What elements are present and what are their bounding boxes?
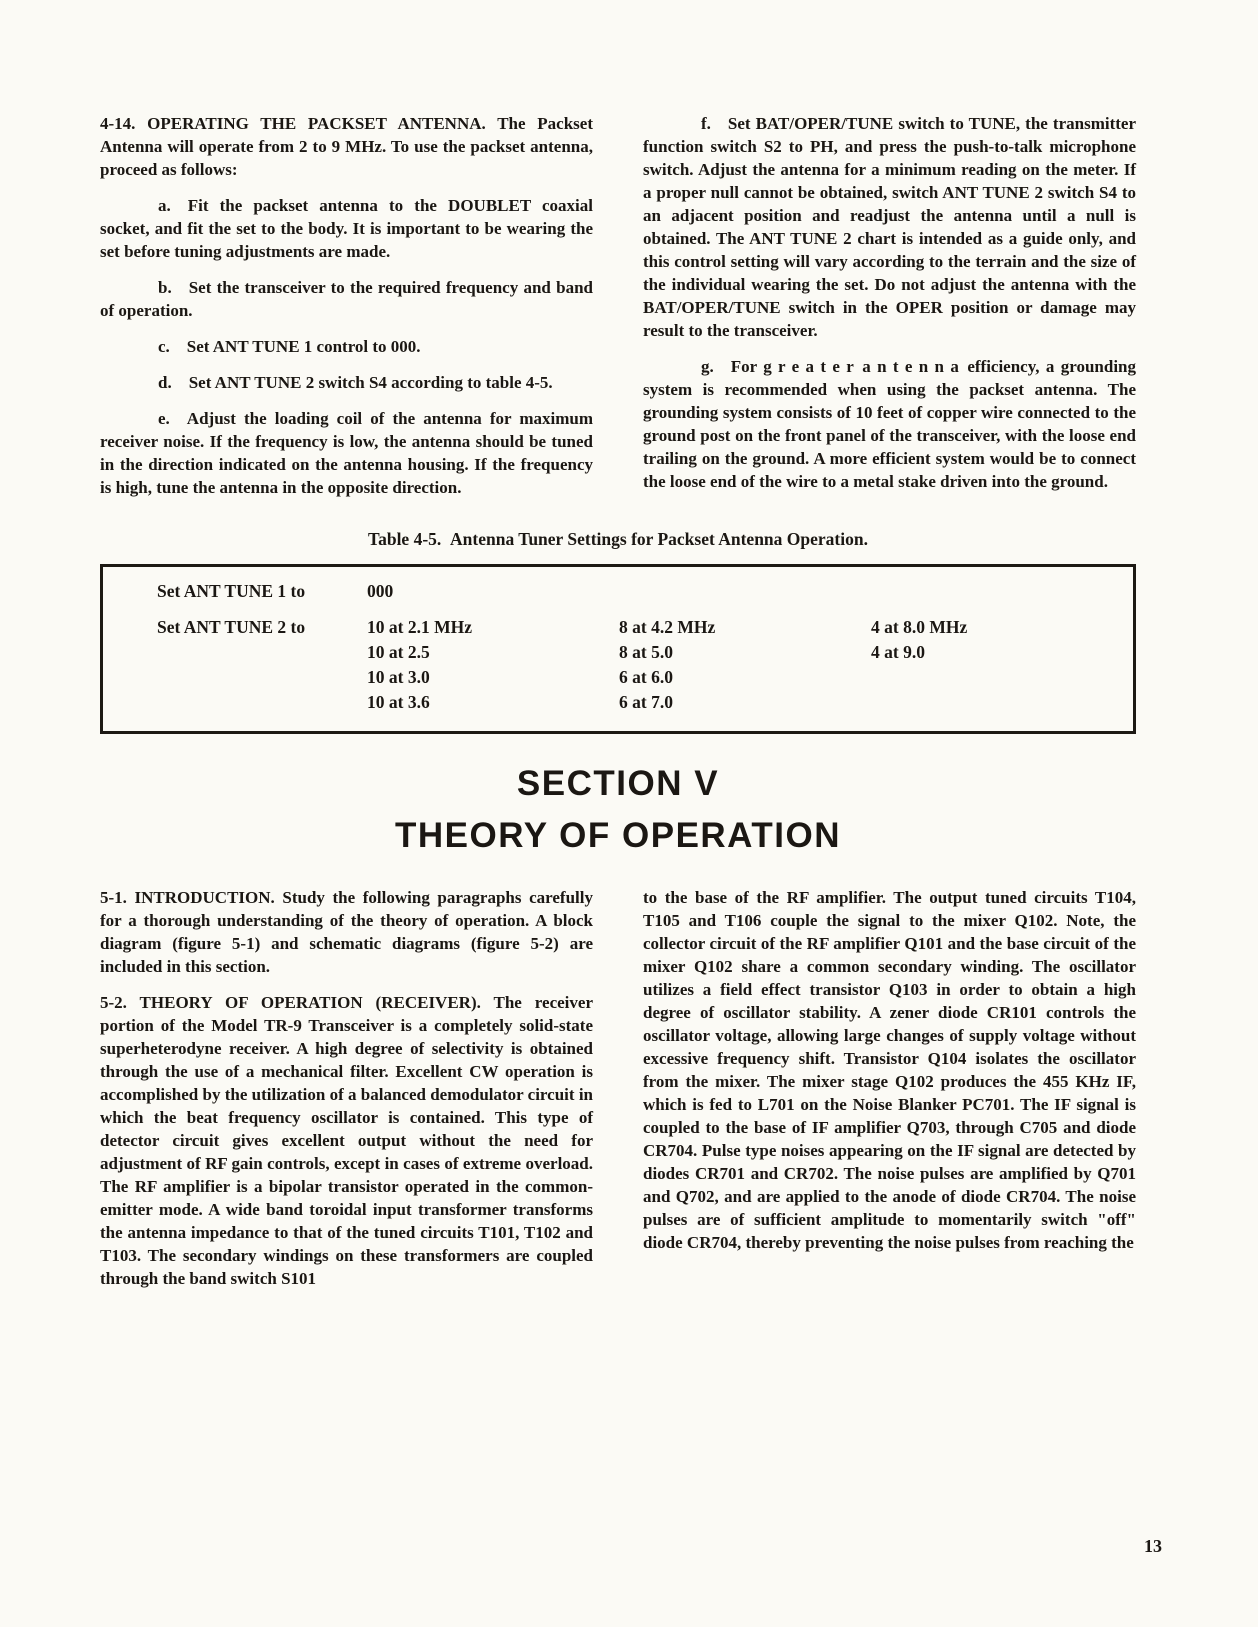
top-right-column bbox=[643, 112, 1136, 499]
table-row-ant-tune-2 bbox=[157, 615, 1115, 715]
paragraph-5-2: 5-2. THEORY OF OPERATION (RECEIVER). The receiver portion of the Model TR-9 Transceiver is a completely solid-state superheterodyne receiver. A high degree of selectivity is obtained through the use of a mechanical filter. Excellent CW operation is accomplished by the utilization of a balanced demodulator circuit in which the beat frequency oscillator is contained. This type of detector circuit gives excellent output without the need for adjustment of RF gain controls, except in cases of extreme overload. The RF amplifier is a bipolar transistor operated in the common-emitter mode. A wide band toroidal input transformer transforms the antenna impedance to that of the tuned circuits T101, T102 and T103. The secondary windings on these transformers are coupled through the band switch S101 bbox=[100, 993, 593, 1288]
list-item-e: e. Adjust the loading coil of the antenna for maximum receiver noise. If the frequency is low, the antenna should be tuned in the direction indicated on the antenna housing. If the frequency is high, tune the antenna in the opposite direction. bbox=[100, 409, 593, 497]
body-left-column bbox=[100, 886, 593, 1290]
table-caption: Table 4-5. Antenna Tuner Settings for Packset Antenna Operation. bbox=[368, 529, 868, 549]
table-column-1 bbox=[367, 615, 619, 715]
table-cell: 6 at 6.0 bbox=[619, 667, 673, 687]
list-item-g: g. For g r e a t e r a n t e n n a efficiency, a grounding system is recommended when using the packset antenna. The grounding system consists of 10 feet of copper wire connected to the ground post on the front panel of the transceiver, with the loose end trailing on the ground. A more efficient system would be to connect the loose end of the wire to a metal stake driven into the ground. bbox=[643, 357, 1136, 491]
list-item-c: c. Set ANT TUNE 1 control to 000. bbox=[158, 337, 421, 356]
table-cell: 10 at 2.1 MHz bbox=[367, 617, 472, 637]
list-item-a: a. Fit the packset antenna to the DOUBLET coaxial socket, and fit the set to the body. It is important to be wearing the set before tuning adjustments are made. bbox=[100, 196, 593, 261]
section-heading-line2: THEORY OF OPERATION bbox=[395, 816, 841, 855]
top-section bbox=[100, 112, 1136, 499]
table-value-columns bbox=[367, 615, 1115, 715]
list-item-f: f. Set BAT/OPER/TUNE switch to TUNE, the transmitter function switch S2 to PH, and press the push-to-talk microphone switch. Adjust the antenna for a minimum reading on the meter. If a proper null cannot be obtained, switch ANT TUNE 2 switch S4 to an adjacent position and readjust the antenna until a null is obtained. The ANT TUNE 2 chart is intended as a guide only, and this control setting will vary according to the terrain and the size of the individual wearing the set. Do not adjust the antenna with the BAT/OPER/TUNE switch in the OPER position or damage may result to the transceiver. bbox=[643, 114, 1136, 340]
table-column-3 bbox=[871, 615, 967, 715]
table-cell: 10 at 3.0 bbox=[367, 667, 430, 687]
list-item-b: b. Set the transceiver to the required frequency and band of operation. bbox=[100, 278, 593, 320]
table-cell: 10 at 3.6 bbox=[367, 692, 430, 712]
body-right-column bbox=[643, 886, 1136, 1290]
table-cell: 10 at 2.5 bbox=[367, 642, 430, 662]
top-left-column bbox=[100, 112, 593, 499]
table-cell: 6 at 7.0 bbox=[619, 692, 673, 712]
table-cell: 8 at 4.2 MHz bbox=[619, 617, 716, 637]
table-row-ant-tune-1 bbox=[157, 579, 1115, 604]
table-row-value: 000 bbox=[367, 581, 394, 601]
paragraph-5-1: 5-1. INTRODUCTION. Study the following paragraphs carefully for a thorough understanding of the theory of operation. A block diagram (figure 5-1) and schematic diagrams (figure 5-2) are included in this section. bbox=[100, 888, 593, 976]
section-heading-line1: SECTION V bbox=[516, 764, 720, 803]
table-row-label: Set ANT TUNE 1 to bbox=[157, 581, 306, 601]
table-row-label: Set ANT TUNE 2 to bbox=[157, 617, 306, 637]
table-cell: 8 at 5.0 bbox=[619, 642, 673, 662]
table-column-2 bbox=[619, 615, 871, 715]
table-cell: 4 at 8.0 MHz bbox=[871, 617, 968, 637]
list-item-d: d. Set ANT TUNE 2 switch S4 according to table 4-5. bbox=[158, 373, 553, 392]
paragraph-4-14: 4-14. OPERATING THE PACKSET ANTENNA. The Packset Antenna will operate from 2 to 9 MHz. To use the packset antenna, proceed as follows: bbox=[100, 114, 593, 179]
body-section bbox=[100, 886, 1136, 1290]
table-cell: 4 at 9.0 bbox=[871, 642, 925, 662]
page-number: 13 bbox=[1144, 1536, 1162, 1556]
antenna-tuner-settings-table bbox=[100, 564, 1136, 734]
paragraph-5-2-continued: to the base of the RF amplifier. The output tuned circuits T104, T105 and T106 couple the signal to the mixer Q102. Note, the collector circuit of the RF amplifier Q101 and the base circuit of the mixer Q102 share a common secondary winding. The oscillator utilizes a field effect transistor Q103 in order to obtain a high degree of oscillator stability. A zener diode CR101 controls the oscillator voltage, allowing large changes of supply voltage without excessive frequency shift. Transistor Q104 isolates the oscillator from the mixer. The mixer stage Q102 produces the 455 KHz IF, which is fed to L701 on the Noise Blanker PC701. The IF signal is coupled to the base of IF amplifier Q703, through C705 and diode CR704. Pulse type noises appearing on the IF signal are detected by diodes CR701 and CR702. The noise pulses are amplified by Q701 and Q702, and are applied to the anode of diode CR704. The noise pulses are of sufficient amplitude to momentarily switch "off" diode CR704, thereby preventing the noise pulses from reaching the bbox=[643, 888, 1136, 1252]
